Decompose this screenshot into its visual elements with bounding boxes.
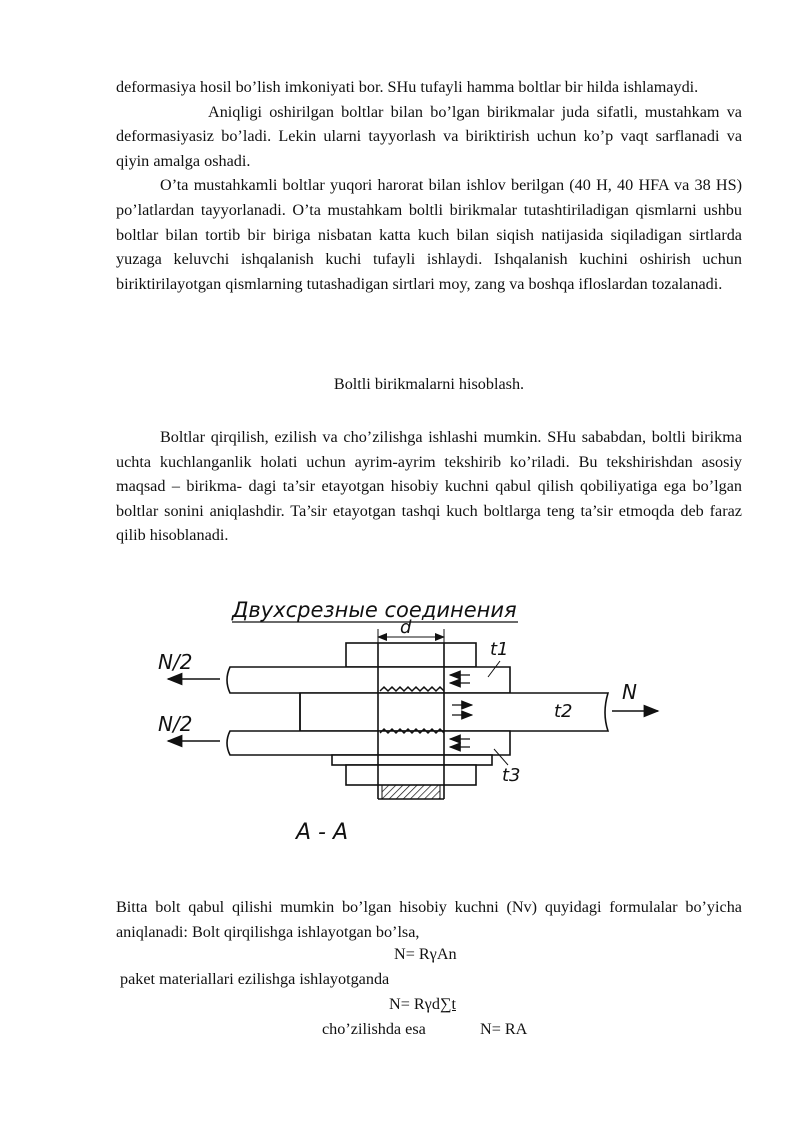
figure-title: Двухсрезные соединения xyxy=(232,598,517,622)
text-tension: cho’zilishda esa xyxy=(322,1020,426,1038)
label-d: d xyxy=(400,617,412,638)
paragraph-bolt-capacity: Bitta bolt qabul qilishi mumkin bo’lgan hisobiy kuchni (Nv) quyidagi formulalar bo’yicha aniqlanadi: Bolt qirqilishga ishlayotgan bo’lsa, xyxy=(116,898,742,941)
paragraph-bolt-calculation: Boltlar qirqilish, ezilish va cho’zilishga ishlashi mumkin. SHu sababdan, boltli birikma uchta kuchlanganlik holati uchun ayrim-ayrim tekshirib ko’riladi. Bu tekshirishdan asosiy maqsad – birikma- dagi ta’sir etayotgan hisobiy kuchni qabul qilish qobiliyatiga ega bo’lgan boltlar sonini aniqlashdir. Ta’sir etayotgan tashqi kuch boltlarga teng ta’sir etmoqda deb faraz qilib hisoblanadi. xyxy=(116,428,742,545)
section-heading: Boltli birikmalarni hisoblash. xyxy=(333,375,525,393)
label-t3: t3 xyxy=(502,765,521,786)
bolt-nut-bottom xyxy=(346,765,476,785)
section-label: A - A xyxy=(296,820,349,845)
formula-bearing-sum: ∑t xyxy=(439,995,456,1013)
label-n: N xyxy=(622,680,637,704)
label-t2: t2 xyxy=(554,701,573,722)
formula-tension: N= RA xyxy=(480,1020,528,1038)
label-n-half-bottom: N/2 xyxy=(158,712,193,736)
formula-bearing-main: N= Rγd xyxy=(389,995,440,1013)
paragraph-high-strength-bolts: O’ta mustahkamli boltlar yuqori harorat bilan ishlov berilgan (40 H, 40 HFA va 38 HS) po’latlardan tayyorlanadi. O’ta mustahkam boltli birikmalar tutashtiriladigan qismlarni ushbu boltlar bilan tortib bir biriga nisbatan katta kuch bilan siqish natijasida siqiladigan sirtlarda yuzaga keluvchi ishqalanish kuchi tufayli ishlaydi. Ishqalanish kuchini oshirish uchun biriktirilayotgan qismlarning tutashadigan sirtlari moy, zang va boshqa ifloslardan tozalanadi. xyxy=(116,176,742,293)
double-shear-connection-figure xyxy=(150,585,670,855)
bolt-end-hatched xyxy=(382,785,440,799)
lower-plate-t3 xyxy=(227,731,510,755)
text-bearing: paket materiallari ezilishga ishlayotganda xyxy=(120,970,390,988)
paragraph-precision-bolts: Aniqligi oshirilgan boltlar bilan bo’lgan birikmalar juda sifatli, mustahkam va deformasiyasiz bo’ladi. Lekin ularni tayyorlash va biriktirish uchun ko’p vaqt sarflanadi va qiyin amalga oshadi. xyxy=(116,102,742,170)
formula-bearing xyxy=(389,995,456,1014)
text-formulas-intro xyxy=(116,895,742,944)
label-t1: t1 xyxy=(490,639,509,660)
formula-shear: N= RγAn xyxy=(394,945,457,963)
paragraph-deformation: deformasiya hosil bo’lish imkoniyati bor. SHu tufayli hamma boltlar bir hilda ishlamaydi. xyxy=(116,78,699,96)
text-calculation xyxy=(116,425,742,548)
bolt-washer-bottom xyxy=(332,755,492,765)
text-upper xyxy=(116,75,742,296)
bolt-head-top xyxy=(346,643,476,667)
upper-plate-t1 xyxy=(227,667,510,693)
label-n-half-top: N/2 xyxy=(158,650,193,674)
